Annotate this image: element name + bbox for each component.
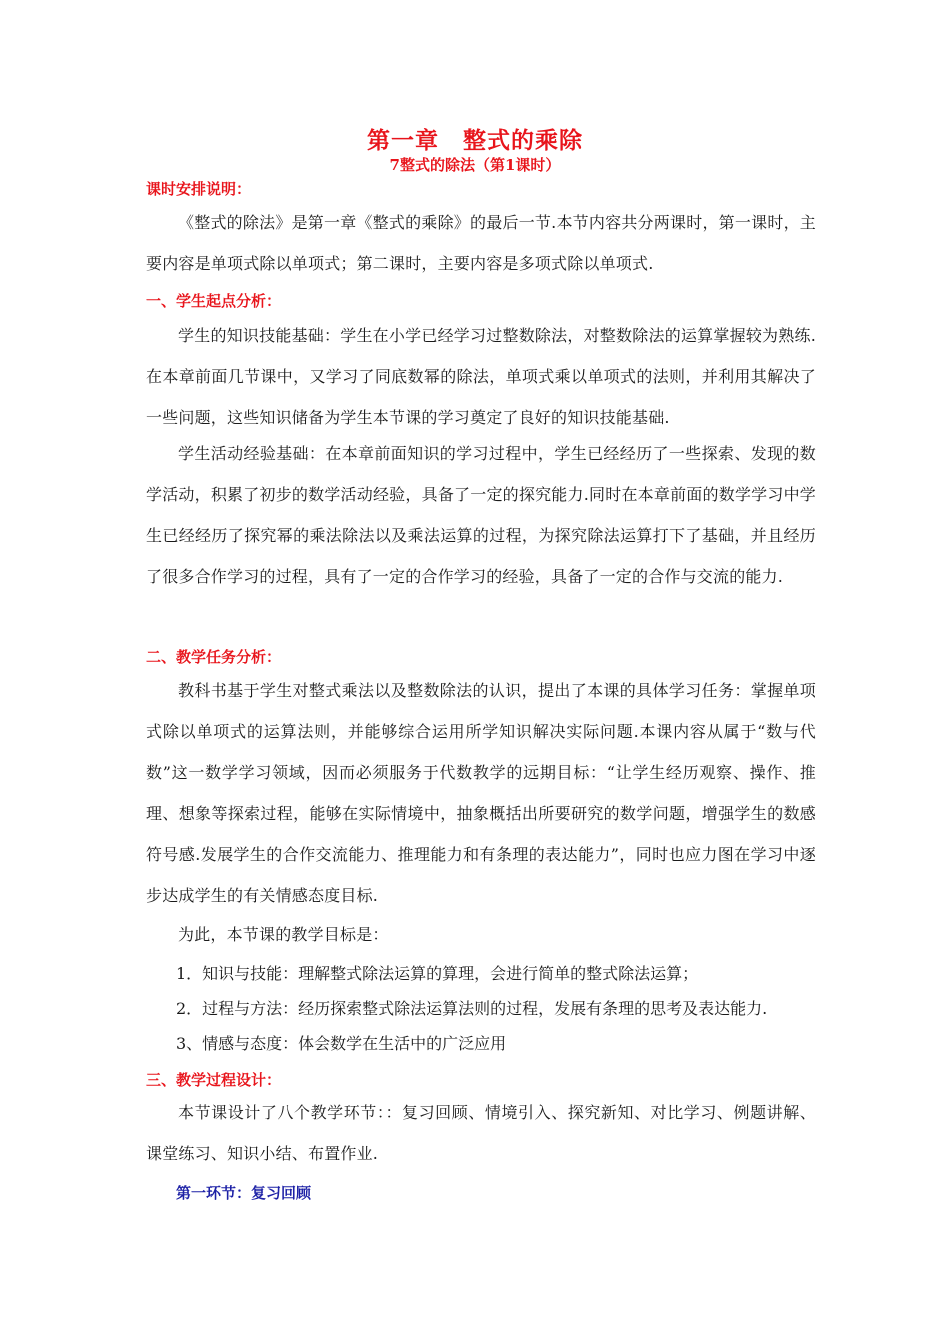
section3-paragraph-1: 本节课设计了八个教学环节：：复习回顾、情境引入、探究新知、对比学习、例题讲解、课堂练习、知识小结、布置作业. bbox=[146, 1103, 816, 1163]
chapter-title: 第一章 整式的乘除 bbox=[367, 127, 583, 154]
goal-item-3: 3、情感与态度：体会数学在生活中的广泛应用 bbox=[176, 1034, 507, 1053]
section2-paragraph-2: 为此，本节课的教学目标是： bbox=[178, 925, 389, 944]
schedule-heading: 课时安排说明： bbox=[146, 180, 252, 198]
section-heading-1: 一、学生起点分析： bbox=[146, 292, 282, 310]
section-heading-3: 三、教学过程设计： bbox=[146, 1071, 282, 1089]
step-heading-1: 第一环节：复习回顾 bbox=[176, 1184, 312, 1202]
section2-paragraph-1: 教科书基于学生对整式乘法以及整数除法的认识，提出了本课的具体学习任务：掌握单项式除以单项式的运算法则，并能够综合运用所学知识解决实际问题.本课内容从属于“数与代数”这一数学学习领域，因而必须服务于代数教学的远期目标：“让学生经历观察、操作、推理、想象等探索过程，能够在实际情境中，抽象概括出所要研究的数学问题，增强学生的数感符号感.发展学生的合作交流能力、推理能力和有条理的表达能力”，同时也应力图在学习中逐步达成学生的有关情感态度目标. bbox=[146, 681, 816, 905]
section1-paragraph-2: 学生活动经验基础：在本章前面知识的学习过程中，学生已经经历了一些探索、发现的数学活动，积累了初步的数学活动经验，具备了一定的探究能力.同时在本章前面的数学学习中学生已经经历了探究幂的乘法除法以及乘法运算的过程，为探究除法运算打下了基础，并且经历了很多合作学习的过程，具有了一定的合作学习的经验，具备了一定的合作与交流的能力. bbox=[146, 444, 816, 586]
section1-paragraph-1: 学生的知识技能基础：学生在小学已经学习过整数除法，对整数除法的运算掌握较为熟练.在本章前面几节课中，又学习了同底数幂的除法，单项式乘以单项式的法则，并利用其解决了一些问题，这些知识储备为学生本节课的学习奠定了良好的知识技能基础. bbox=[146, 326, 816, 427]
section-heading-2: 二、教学任务分析： bbox=[146, 648, 282, 666]
goal-item-1: 1．知识与技能：理解整式除法运算的算理，会进行简单的整式除法运算； bbox=[176, 964, 699, 983]
lesson-subtitle: 7整式的除法（第1课时） bbox=[389, 156, 561, 174]
schedule-paragraph: 《整式的除法》是第一章《整式的乘除》的最后一节.本节内容共分两课时，第一课时，主要内容是单项式除以单项式；第二课时，主要内容是多项式除以单项式. bbox=[146, 213, 816, 273]
goal-item-2: 2．过程与方法：经历探索整式除法运算法则的过程，发展有条理的思考及表达能力. bbox=[176, 999, 768, 1018]
